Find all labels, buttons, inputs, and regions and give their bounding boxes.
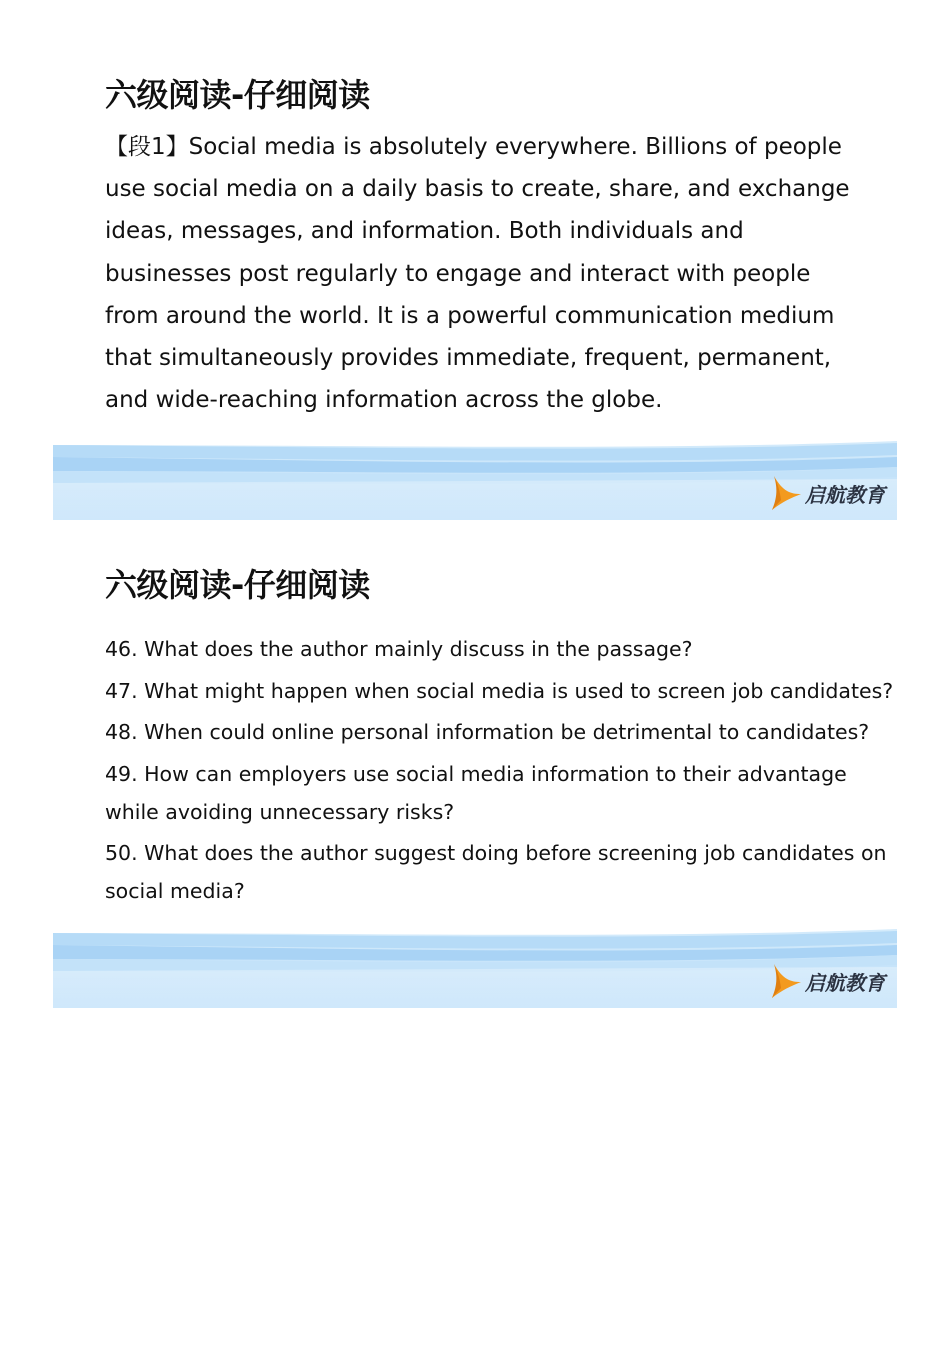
footer-banner xyxy=(53,925,897,1008)
qihang-sail-logo-icon xyxy=(769,474,803,512)
question-item xyxy=(105,755,905,831)
question-text: 49. How can employers use social media information to their advantage xyxy=(105,761,847,786)
brand-name: 启航教育 xyxy=(805,482,885,507)
brand-logo xyxy=(769,962,885,1000)
passage-line: ideas, messages, and information. Both individuals and xyxy=(105,218,744,245)
passage-line: businesses post regularly to engage and interact with people xyxy=(105,260,811,287)
question-text: 47. What might happen when social media is used to screen job candidates? xyxy=(105,678,894,703)
passage-line: use social media on a daily basis to create, share, and exchange xyxy=(105,176,850,203)
brand-logo xyxy=(769,474,885,512)
question-text-continued: while avoiding unnecessary risks? xyxy=(105,799,455,824)
question-item xyxy=(105,630,905,668)
slide-title: 六级阅读-仔细阅读 xyxy=(105,566,370,604)
qihang-sail-logo-icon xyxy=(769,962,803,1000)
question-text: 46. What does the author mainly discuss in the passage? xyxy=(105,637,693,661)
slide-questions xyxy=(0,540,950,1010)
passage-paragraph xyxy=(105,126,850,421)
slide-passage xyxy=(0,0,950,520)
question-item xyxy=(105,672,905,710)
slide-title: 六级阅读-仔细阅读 xyxy=(105,76,370,114)
question-list xyxy=(105,630,905,914)
question-text: 48. When could online personal information be detrimental to candidates? xyxy=(105,720,870,744)
footer-banner xyxy=(53,437,897,520)
question-text-continued: social media? xyxy=(105,879,245,903)
passage-line: from around the world. It is a powerful communication medium xyxy=(105,302,835,329)
question-text: 50. What does the author suggest doing before screening job candidates on xyxy=(105,841,887,865)
passage-line: and wide-reaching information across the globe. xyxy=(105,387,663,414)
passage-line: 【段1】Social media is absolutely everywhere. Billions of people xyxy=(105,134,842,160)
question-item xyxy=(105,713,905,751)
passage-line: that simultaneously provides immediate, frequent, permanent, xyxy=(105,345,832,372)
question-item xyxy=(105,834,905,910)
brand-name: 启航教育 xyxy=(805,970,885,995)
